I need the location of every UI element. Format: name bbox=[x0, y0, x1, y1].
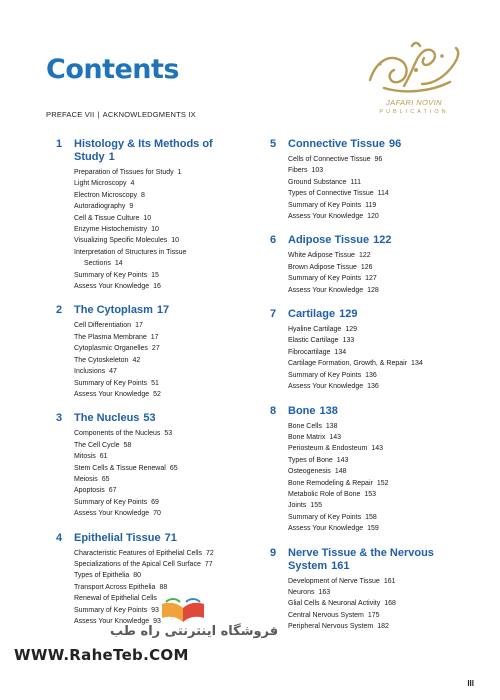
entry-page: 65 bbox=[101, 475, 110, 483]
publisher-name: JAFARI NOVIN bbox=[386, 98, 442, 107]
entry-page: 88 bbox=[159, 583, 168, 591]
chapter-page: 71 bbox=[164, 531, 177, 544]
chapter-title: Nerve Tissue & the Nervous System bbox=[288, 546, 434, 572]
chapter-number: 4 bbox=[56, 531, 63, 544]
separator: | bbox=[97, 110, 100, 119]
publisher-logo-mark-icon bbox=[364, 40, 464, 96]
open-book-icon bbox=[160, 598, 206, 624]
entry-page: 182 bbox=[377, 623, 389, 631]
entry-page: 80 bbox=[133, 572, 142, 580]
entry-text: Interpretation of Structures in Tissue bbox=[74, 248, 187, 256]
toc-entry[interactable] bbox=[288, 200, 460, 211]
entry-page: 67 bbox=[108, 487, 117, 495]
chapter-number: 2 bbox=[56, 304, 63, 317]
toc-entry[interactable] bbox=[74, 497, 246, 508]
entry-page: 96 bbox=[374, 156, 383, 163]
entry-page: 1 bbox=[177, 169, 182, 176]
toc-entry[interactable] bbox=[74, 474, 246, 485]
toc-entry[interactable] bbox=[74, 463, 246, 474]
chapter-title: Bone bbox=[288, 404, 316, 417]
toc-chapter-8 bbox=[270, 405, 460, 535]
chapter-title: Adipose Tissue bbox=[288, 234, 370, 247]
entry-page: 17 bbox=[150, 333, 159, 341]
entry-text: Ground Substance bbox=[288, 178, 347, 186]
toc-entry[interactable] bbox=[74, 281, 246, 292]
entry-text: Elastic Cartilage bbox=[288, 337, 339, 345]
toc-entry[interactable] bbox=[74, 570, 246, 581]
entry-page: 127 bbox=[365, 275, 377, 283]
entry-text: Characteristic Features of Epithelial Cells bbox=[74, 549, 202, 557]
chapter-title: Histology & Its Methods of Study bbox=[74, 138, 213, 163]
entry-text: Assess Your Knowledge bbox=[74, 618, 150, 625]
toc-entry[interactable] bbox=[288, 621, 460, 632]
chapter-number: 3 bbox=[56, 412, 63, 425]
entry-text: Metabolic Role of Bone bbox=[288, 490, 361, 498]
entry-page: 69 bbox=[151, 498, 159, 506]
entry-text: Summary of Key Points bbox=[74, 606, 148, 614]
entry-text: Hyaline Cartilage bbox=[288, 326, 342, 334]
toc-entry[interactable] bbox=[288, 165, 460, 176]
entry-page: 72 bbox=[206, 549, 214, 557]
entry-text: Summary of Key Points bbox=[74, 271, 148, 279]
toc-entry[interactable] bbox=[288, 443, 460, 454]
entry-text: Components of the Nucleus bbox=[74, 430, 161, 438]
toc-entry[interactable] bbox=[74, 508, 246, 519]
entry-page: 148 bbox=[334, 468, 347, 476]
entry-text: Visualizing Specific Molecules bbox=[74, 237, 168, 245]
toc-entry[interactable] bbox=[288, 154, 460, 165]
publisher-logo bbox=[354, 40, 474, 122]
entry-page: 93 bbox=[153, 618, 161, 625]
toc-entry[interactable] bbox=[288, 610, 460, 621]
entry-page: 163 bbox=[318, 588, 331, 596]
toc-entry[interactable] bbox=[288, 421, 460, 432]
entry-text: Neurons bbox=[288, 588, 315, 596]
chapter-heading[interactable] bbox=[56, 304, 246, 317]
entry-page: 126 bbox=[360, 263, 373, 271]
entry-text: Assess Your Knowledge bbox=[288, 525, 364, 533]
chapter-heading[interactable] bbox=[270, 234, 460, 247]
toc-entry[interactable] bbox=[74, 451, 246, 462]
chapter-heading[interactable] bbox=[270, 547, 460, 573]
toc-entry[interactable] bbox=[74, 247, 246, 270]
toc-entry[interactable] bbox=[288, 370, 460, 381]
entry-page: 158 bbox=[365, 513, 377, 521]
toc-entry[interactable] bbox=[288, 335, 460, 346]
entry-page: 119 bbox=[365, 201, 377, 209]
entry-page: 4 bbox=[130, 180, 135, 188]
toc-entry[interactable] bbox=[288, 478, 460, 489]
chapter-entries bbox=[270, 154, 460, 222]
chapter-entries bbox=[56, 320, 246, 400]
entry-text: Periosteum & Endosteum bbox=[288, 445, 368, 453]
entry-text: Autoradiography bbox=[74, 203, 126, 211]
toc-entry[interactable] bbox=[74, 582, 246, 593]
entry-page: 122 bbox=[358, 252, 371, 260]
toc-entry[interactable] bbox=[74, 548, 246, 559]
entry-text: Assess Your Knowledge bbox=[74, 390, 150, 398]
toc-entry[interactable] bbox=[288, 466, 460, 477]
toc-entry[interactable] bbox=[74, 270, 246, 281]
entry-text: Cytoplasmic Organelles bbox=[74, 345, 148, 353]
toc-entry[interactable] bbox=[288, 455, 460, 466]
entry-text: Development of Nerve Tissue bbox=[288, 577, 380, 585]
front-matter-line bbox=[46, 110, 196, 119]
toc-entry[interactable] bbox=[288, 381, 460, 392]
toc-entry[interactable] bbox=[74, 355, 246, 366]
entry-page: 58 bbox=[123, 441, 132, 449]
store-url[interactable]: WWW.RaheTeb.COM bbox=[14, 646, 189, 664]
chapter-entries bbox=[270, 250, 460, 296]
entry-page: 143 bbox=[336, 456, 349, 464]
entry-page: 52 bbox=[153, 390, 161, 398]
entry-text: Summary of Key Points bbox=[288, 371, 362, 379]
toc-entry[interactable] bbox=[288, 250, 460, 261]
entry-text: Types of Epithelia bbox=[74, 572, 130, 580]
toc-entry[interactable] bbox=[74, 332, 246, 343]
chapter-page: 138 bbox=[319, 404, 338, 417]
entry-page: 168 bbox=[384, 600, 396, 608]
entry-page: 77 bbox=[204, 560, 213, 568]
acknowledgments-link[interactable]: ACKNOWLEDGMENTS IX bbox=[102, 110, 196, 119]
toc-entry[interactable] bbox=[288, 576, 460, 587]
toc-entry[interactable] bbox=[74, 201, 246, 212]
toc-entry[interactable] bbox=[74, 224, 246, 235]
entry-page: 134 bbox=[334, 348, 347, 356]
entry-text: Glial Cells & Neuronal Activity bbox=[288, 600, 381, 608]
entry-text-continued: Sections bbox=[84, 260, 111, 268]
toc-entry[interactable] bbox=[288, 211, 460, 222]
entry-text: Fibrocartilage bbox=[288, 348, 331, 356]
entry-page: 93 bbox=[151, 606, 159, 614]
entry-page: 134 bbox=[411, 360, 423, 368]
entry-text: Fibers bbox=[288, 167, 308, 175]
page-title: Contents bbox=[46, 54, 180, 85]
chapter-number: 5 bbox=[270, 138, 277, 150]
toc-entry[interactable] bbox=[74, 440, 246, 451]
chapter-number: 1 bbox=[56, 138, 63, 150]
entry-page: 152 bbox=[376, 479, 389, 487]
toc-entry[interactable] bbox=[288, 500, 460, 511]
entry-page: 153 bbox=[364, 490, 377, 498]
entry-text: Types of Bone bbox=[288, 456, 333, 464]
toc-entry[interactable] bbox=[74, 213, 246, 224]
entry-page: 17 bbox=[135, 322, 143, 330]
toc-column-left bbox=[56, 138, 246, 639]
chapter-entries bbox=[270, 421, 460, 535]
toc-chapter-9 bbox=[270, 547, 460, 633]
chapter-entries bbox=[270, 324, 460, 392]
toc-entry[interactable] bbox=[74, 378, 246, 389]
toc-entry[interactable] bbox=[288, 358, 460, 369]
entry-page: 16 bbox=[153, 283, 161, 291]
chapter-heading[interactable] bbox=[270, 138, 460, 151]
toc-entry[interactable] bbox=[288, 285, 460, 296]
entry-text: Assess Your Knowledge bbox=[74, 510, 150, 518]
toc-entry[interactable] bbox=[288, 489, 460, 500]
entry-text: Bone Cells bbox=[288, 422, 322, 430]
toc-chapter-2 bbox=[56, 304, 246, 400]
entry-page: 111 bbox=[350, 178, 362, 186]
chapter-number: 9 bbox=[270, 546, 277, 559]
entry-page: 10 bbox=[151, 226, 159, 234]
entry-page: 129 bbox=[345, 326, 357, 334]
chapter-title: The Nucleus bbox=[74, 412, 140, 425]
entry-page: 175 bbox=[367, 611, 380, 619]
chapter-heading[interactable] bbox=[56, 412, 246, 425]
entry-text: Electron Microscopy bbox=[74, 191, 138, 199]
toc-entry[interactable] bbox=[288, 324, 460, 335]
toc-chapter-3 bbox=[56, 412, 246, 519]
entry-text: Assess Your Knowledge bbox=[288, 286, 364, 294]
toc-chapter-5 bbox=[270, 138, 460, 222]
entry-page: 136 bbox=[367, 383, 379, 391]
preface-link[interactable]: PREFACE VII bbox=[46, 110, 95, 119]
entry-page: 136 bbox=[365, 371, 377, 379]
entry-text: Summary of Key Points bbox=[288, 275, 362, 283]
chapter-heading[interactable] bbox=[270, 308, 460, 321]
entry-text: Types of Connective Tissue bbox=[288, 190, 374, 198]
chapter-entries bbox=[56, 167, 246, 292]
entry-page: 42 bbox=[132, 356, 141, 364]
toc-entry[interactable] bbox=[288, 188, 460, 199]
entry-text: Light Microscopy bbox=[74, 180, 127, 188]
entry-text: Stem Cells & Tissue Renewal bbox=[74, 464, 166, 472]
chapter-number: 6 bbox=[270, 234, 277, 247]
toc-entry[interactable] bbox=[74, 559, 246, 570]
chapter-page: 53 bbox=[143, 412, 156, 425]
store-name-persian: فروشگاه اینترنتی راه طب bbox=[110, 624, 279, 639]
chapter-page: 161 bbox=[331, 559, 350, 572]
toc-entry[interactable] bbox=[74, 428, 246, 439]
entry-text: Summary of Key Points bbox=[288, 201, 362, 209]
entry-text: Brown Adipose Tissue bbox=[288, 263, 357, 271]
entry-page: 143 bbox=[371, 445, 384, 453]
entry-page: 138 bbox=[325, 422, 338, 430]
entry-page: 65 bbox=[169, 464, 178, 472]
entry-page: 9 bbox=[129, 203, 134, 211]
toc-chapter-1 bbox=[56, 138, 246, 292]
entry-page: 133 bbox=[342, 337, 355, 345]
entry-text: Osteogenesis bbox=[288, 468, 331, 476]
entry-text: White Adipose Tissue bbox=[288, 252, 355, 260]
entry-text: Apoptosis bbox=[74, 487, 105, 495]
toc-entry[interactable] bbox=[288, 512, 460, 523]
chapter-heading[interactable] bbox=[56, 532, 246, 545]
toc-entry[interactable] bbox=[74, 190, 246, 201]
toc-entry[interactable] bbox=[288, 523, 460, 534]
entry-text: Bone Matrix bbox=[288, 433, 326, 441]
toc-column-right bbox=[270, 138, 460, 645]
chapter-title: The Cytoplasm bbox=[74, 304, 153, 317]
entry-text: Cartilage Formation, Growth, & Repair bbox=[288, 360, 408, 368]
entry-page: 120 bbox=[367, 213, 379, 221]
chapter-title: Connective Tissue bbox=[288, 138, 385, 150]
entry-text: Enzyme Histochemistry bbox=[74, 226, 148, 234]
entry-page: 103 bbox=[311, 167, 324, 175]
entry-text: Central Nervous System bbox=[288, 611, 364, 619]
entry-page: 51 bbox=[151, 379, 159, 387]
toc-entry[interactable] bbox=[74, 366, 246, 377]
entry-page: 161 bbox=[383, 577, 396, 585]
toc-entry[interactable] bbox=[288, 347, 460, 358]
toc-entry[interactable] bbox=[288, 262, 460, 273]
toc-entry[interactable] bbox=[288, 177, 460, 188]
publisher-subtitle: PUBLICATION bbox=[379, 109, 449, 115]
entry-text: Assess Your Knowledge bbox=[288, 213, 364, 221]
entry-page: 15 bbox=[151, 271, 159, 279]
chapter-entries bbox=[56, 428, 246, 519]
entry-page: 155 bbox=[310, 502, 322, 510]
toc-chapter-6 bbox=[270, 234, 460, 296]
entry-text: Transport Across Epithelia bbox=[74, 583, 156, 591]
entry-page: 10 bbox=[171, 237, 180, 245]
toc-entry[interactable] bbox=[74, 178, 246, 189]
toc-entry[interactable] bbox=[288, 587, 460, 598]
entry-text: Summary of Key Points bbox=[288, 513, 362, 521]
entry-text: Cells of Connective Tissue bbox=[288, 156, 371, 163]
entry-text: Inclusions bbox=[74, 368, 106, 376]
entry-page: 10 bbox=[143, 214, 152, 222]
entry-page: 14 bbox=[114, 260, 123, 268]
entry-text: Joints bbox=[288, 502, 307, 510]
entry-page: 114 bbox=[377, 190, 389, 198]
chapter-heading[interactable] bbox=[56, 138, 246, 164]
toc-entry[interactable] bbox=[74, 320, 246, 331]
toc-entry[interactable] bbox=[74, 389, 246, 400]
entry-text: Cell & Tissue Culture bbox=[74, 214, 140, 222]
entry-page: 8 bbox=[141, 191, 145, 199]
entry-page: 27 bbox=[151, 345, 160, 353]
entry-text: Summary of Key Points bbox=[74, 379, 148, 387]
entry-text: Peripheral Nervous System bbox=[288, 623, 374, 631]
chapter-title: Cartilage bbox=[288, 308, 336, 321]
entry-text: Assess Your Knowledge bbox=[288, 383, 364, 391]
toc-entry[interactable] bbox=[288, 598, 460, 609]
entry-text: Meiosis bbox=[74, 475, 98, 483]
entry-text: Preparation of Tissues for Study bbox=[74, 169, 174, 176]
entry-page: 47 bbox=[109, 368, 117, 376]
store-watermark bbox=[10, 598, 279, 678]
chapter-number: 8 bbox=[270, 404, 277, 417]
chapter-page: 17 bbox=[156, 304, 170, 317]
chapter-page: 1 bbox=[108, 151, 115, 163]
entry-text: Renewal of Epithelial Cells bbox=[74, 595, 157, 603]
chapter-page: 122 bbox=[373, 234, 392, 247]
chapter-number: 7 bbox=[270, 308, 277, 321]
page-number: III bbox=[467, 679, 474, 688]
toc-entry[interactable] bbox=[74, 167, 246, 178]
toc-entry[interactable] bbox=[74, 343, 246, 354]
entry-text: Bone Remodeling & Repair bbox=[288, 479, 373, 487]
chapter-page: 96 bbox=[389, 138, 402, 150]
entry-text: The Cytoskeleton bbox=[74, 356, 129, 364]
entry-text: Specializations of the Apical Cell Surface bbox=[74, 560, 201, 568]
chapter-entries bbox=[270, 576, 460, 633]
entry-page: 143 bbox=[329, 433, 342, 441]
toc-chapter-7 bbox=[270, 308, 460, 392]
chapter-heading[interactable] bbox=[270, 405, 460, 418]
entry-text: The Cell Cycle bbox=[74, 441, 120, 449]
toc-entry[interactable] bbox=[74, 485, 246, 496]
toc-entry[interactable] bbox=[288, 273, 460, 284]
entry-text: The Plasma Membrane bbox=[74, 333, 147, 341]
toc-entry[interactable] bbox=[288, 432, 460, 443]
entry-page: 159 bbox=[367, 525, 379, 533]
entry-page: 70 bbox=[153, 510, 161, 518]
entry-text: Summary of Key Points bbox=[74, 498, 148, 506]
entry-page: 53 bbox=[164, 430, 173, 438]
entry-page: 128 bbox=[367, 286, 379, 294]
toc-entry[interactable] bbox=[74, 235, 246, 246]
entry-text: Cell Differentiation bbox=[74, 322, 132, 330]
entry-text: Mitosis bbox=[74, 453, 96, 461]
entry-page: 61 bbox=[99, 453, 108, 461]
chapter-page: 129 bbox=[339, 308, 358, 321]
chapter-title: Epithelial Tissue bbox=[74, 531, 161, 544]
entry-text: Assess Your Knowledge bbox=[74, 283, 150, 291]
